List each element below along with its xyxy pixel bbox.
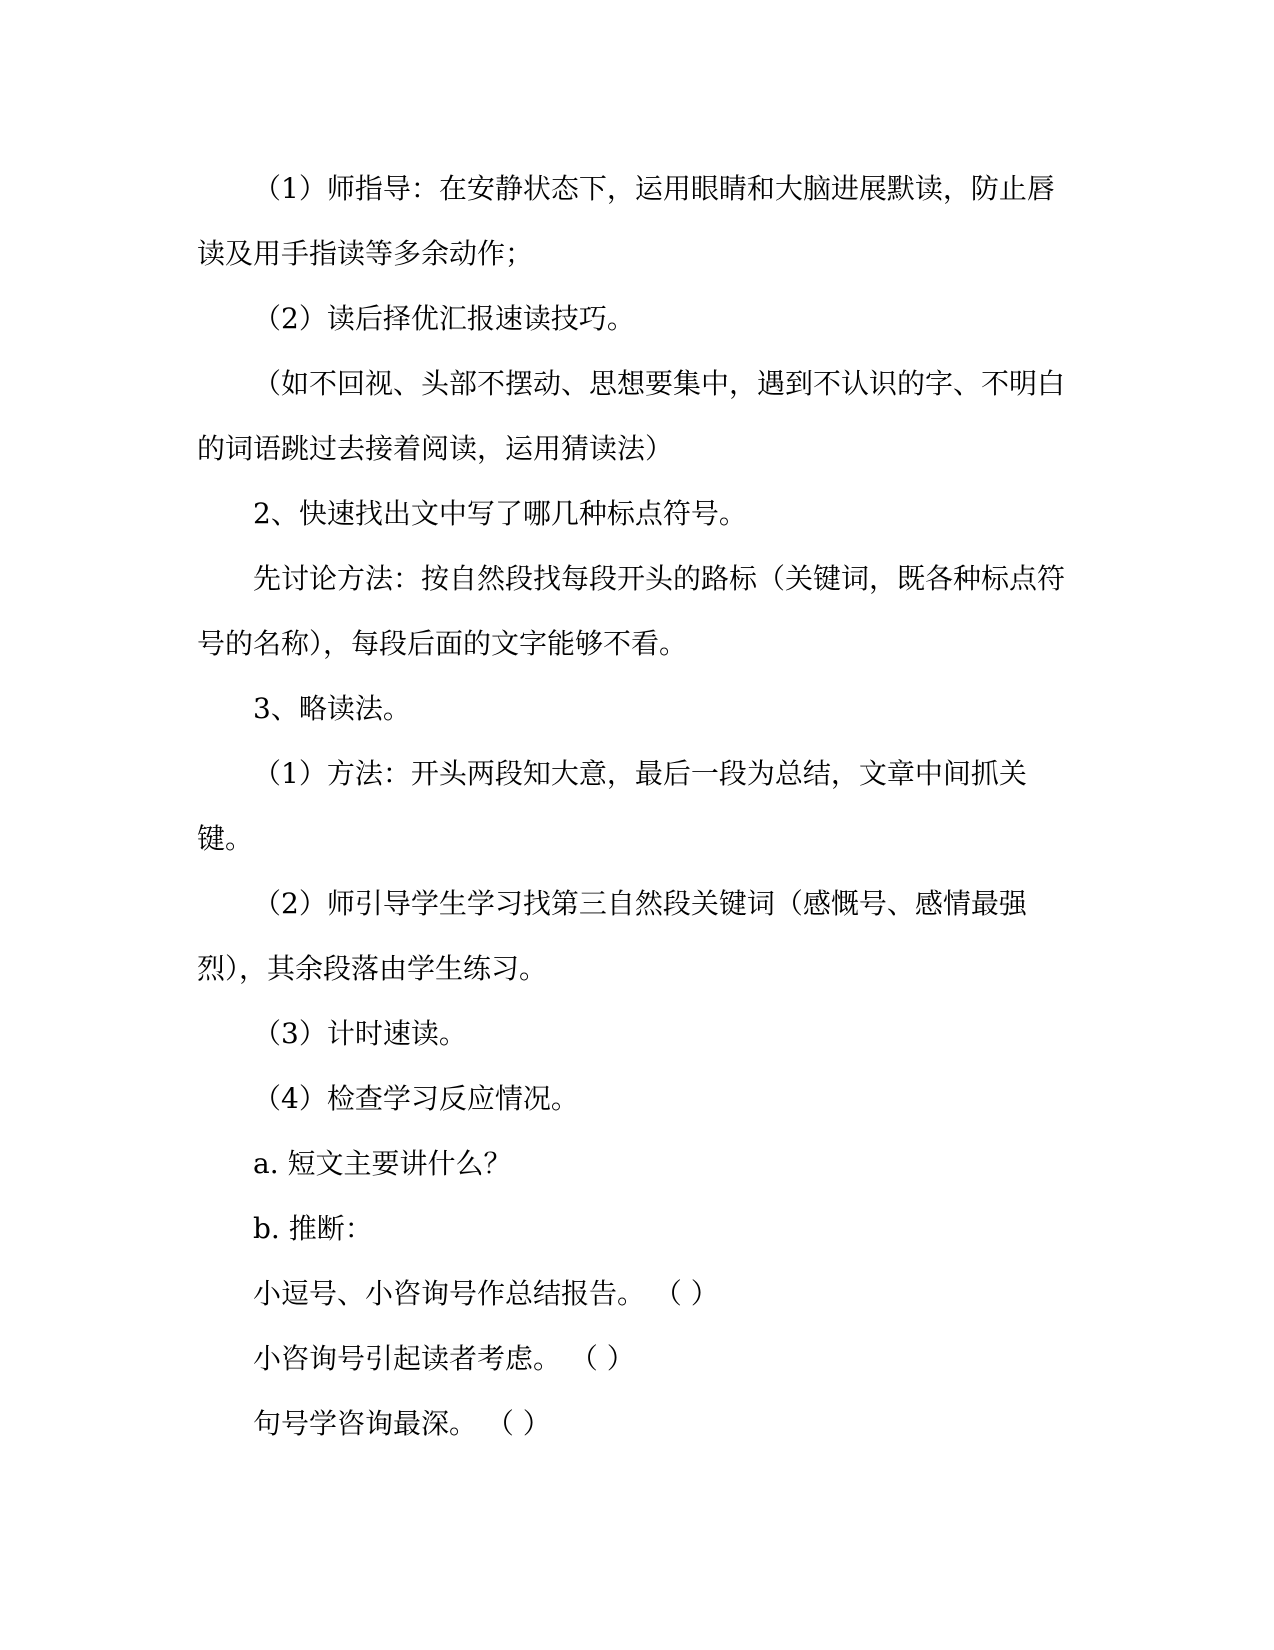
question-b: b. 推断： (253, 1212, 373, 1245)
paragraph-reading-tips: （如不回视、头部不摆动、思想要集中，遇到不认识的字、不明白的词语跳过去接着阅读，运用猜读法） (197, 367, 1066, 465)
question-a: a. 短文主要讲什么？ (253, 1147, 512, 1180)
paragraph-discuss-method: 先讨论方法：按自然段找每段开头的路标（关键词，既各种标点符号的名称），每段后面的文字能够不看。 (197, 562, 1066, 660)
paragraph-method: （1）方法：开头两段知大意，最后一段为总结，文章中间抓关键。 (197, 757, 1027, 855)
paragraph-report-skills: （2）读后择优汇报速读技巧。 (253, 302, 635, 335)
judgment-item-3: 句号学咨询最深。 （ ） (253, 1407, 551, 1440)
paragraph-check-learning: （4）检查学习反应情况。 (253, 1082, 579, 1115)
paragraph-find-punctuation: 2、快速找出文中写了哪几种标点符号。 (253, 497, 747, 530)
judgment-item-2: 小咨询号引起读者考虑。 （ ） (253, 1342, 635, 1375)
paragraph-timed-reading: （3）计时速读。 (253, 1017, 467, 1050)
paragraph-skimming: 3、略读法。 (253, 692, 411, 725)
judgment-item-1: 小逗号、小咨询号作总结报告。 （ ） (253, 1277, 719, 1310)
paragraph-teacher-guidance: （1）师指导：在安静状态下，运用眼睛和大脑进展默读，防止唇读及用手指读等多余动作； (197, 172, 1055, 270)
document-body (197, 156, 1077, 1456)
paragraph-keywords: （2）师引导学生学习找第三自然段关键词（感慨号、感情最强烈），其余段落由学生练习。 (197, 887, 1027, 985)
